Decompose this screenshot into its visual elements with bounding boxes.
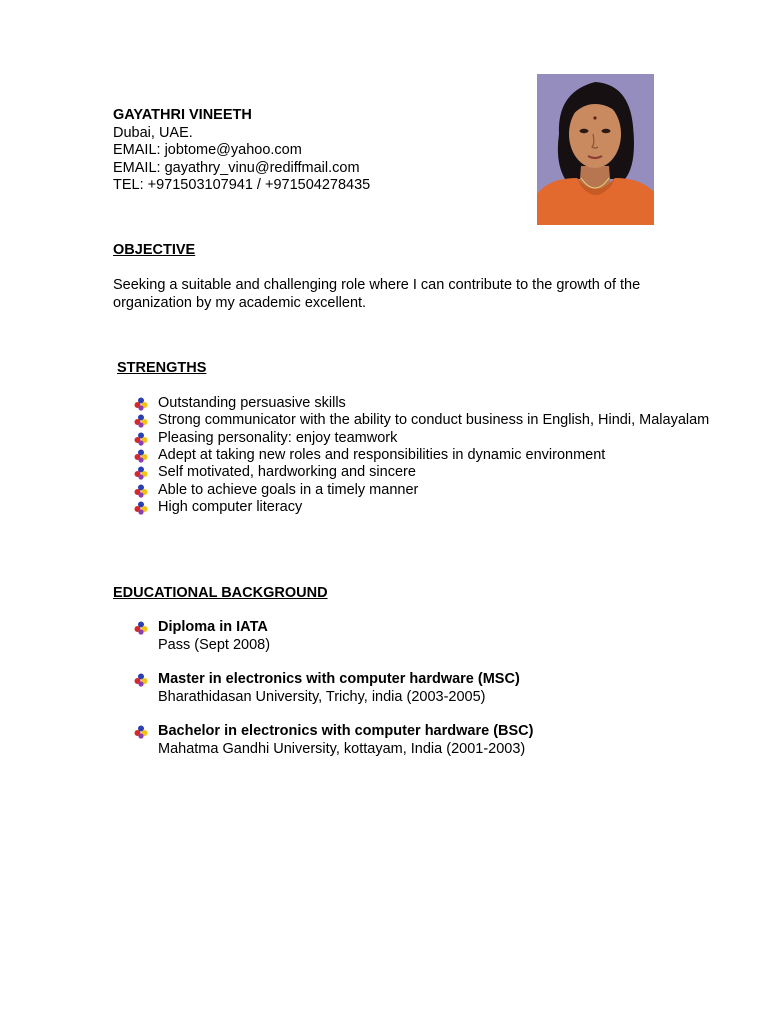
bullet-icon xyxy=(134,430,158,446)
strength-text: Self motivated, hardworking and sincere xyxy=(158,464,416,481)
degree-title: Diploma in IATA xyxy=(158,619,268,635)
list-item xyxy=(134,499,302,516)
strength-text: Able to achieve goals in a timely manner xyxy=(158,481,419,498)
strengths-heading: STRENGTHS xyxy=(117,359,207,376)
list-item xyxy=(134,430,397,447)
degree-detail: Pass (Sept 2008) xyxy=(158,636,271,653)
degree-detail: Mahatma Gandhi University, kottayam, India (2001-2003) xyxy=(158,740,526,757)
list-item xyxy=(134,395,346,412)
degree-title: Bachelor in electronics with computer hardware (BSC) xyxy=(158,723,534,739)
education-heading: EDUCATIONAL BACKGROUND xyxy=(113,584,328,601)
list-item xyxy=(134,671,520,706)
list-item xyxy=(134,464,416,481)
bullet-icon xyxy=(134,671,158,687)
strength-text: High computer literacy xyxy=(158,498,303,515)
telephone: TEL: +971503107941 / +971504278435 xyxy=(113,177,371,193)
strength-text: Outstanding persuasive skills xyxy=(158,395,346,411)
list-item xyxy=(134,482,418,499)
candidate-name: GAYATHRI VINEETH xyxy=(113,107,252,123)
bullet-icon xyxy=(134,482,158,498)
bullet-icon xyxy=(134,447,158,463)
bullet-icon xyxy=(134,723,158,739)
list-item xyxy=(134,619,270,654)
profile-photo xyxy=(537,74,654,225)
strength-text: Adept at taking new roles and responsibilities in dynamic environment xyxy=(158,446,606,463)
objective-text-line-1: Seeking a suitable and challenging role where I can contribute to the growth of the xyxy=(113,277,641,293)
bullet-icon xyxy=(134,412,158,428)
strength-text: Pleasing personality: enjoy teamwork xyxy=(158,429,398,446)
location: Dubai, UAE. xyxy=(113,124,193,141)
bullet-icon xyxy=(134,619,158,635)
email-secondary: EMAIL: gayathry_vinu@rediffmail.com xyxy=(113,159,360,176)
objective-text-line-2: organization by my academic excellent. xyxy=(113,295,367,311)
bullet-icon xyxy=(134,499,158,515)
objective-heading: OBJECTIVE xyxy=(113,242,196,258)
bullet-icon xyxy=(134,464,158,480)
bullet-icon xyxy=(134,395,158,411)
strength-text: Strong communicator with the ability to conduct business in English, Hindi, Malayalam xyxy=(158,412,710,429)
list-item xyxy=(134,412,709,429)
list-item xyxy=(134,447,605,464)
degree-detail: Bharathidasan University, Trichy, india (2003-2005) xyxy=(158,688,486,705)
email-primary: EMAIL: jobtome@yahoo.com xyxy=(113,142,302,158)
list-item xyxy=(134,723,533,758)
degree-title: Master in electronics with computer hardware (MSC) xyxy=(158,671,520,687)
